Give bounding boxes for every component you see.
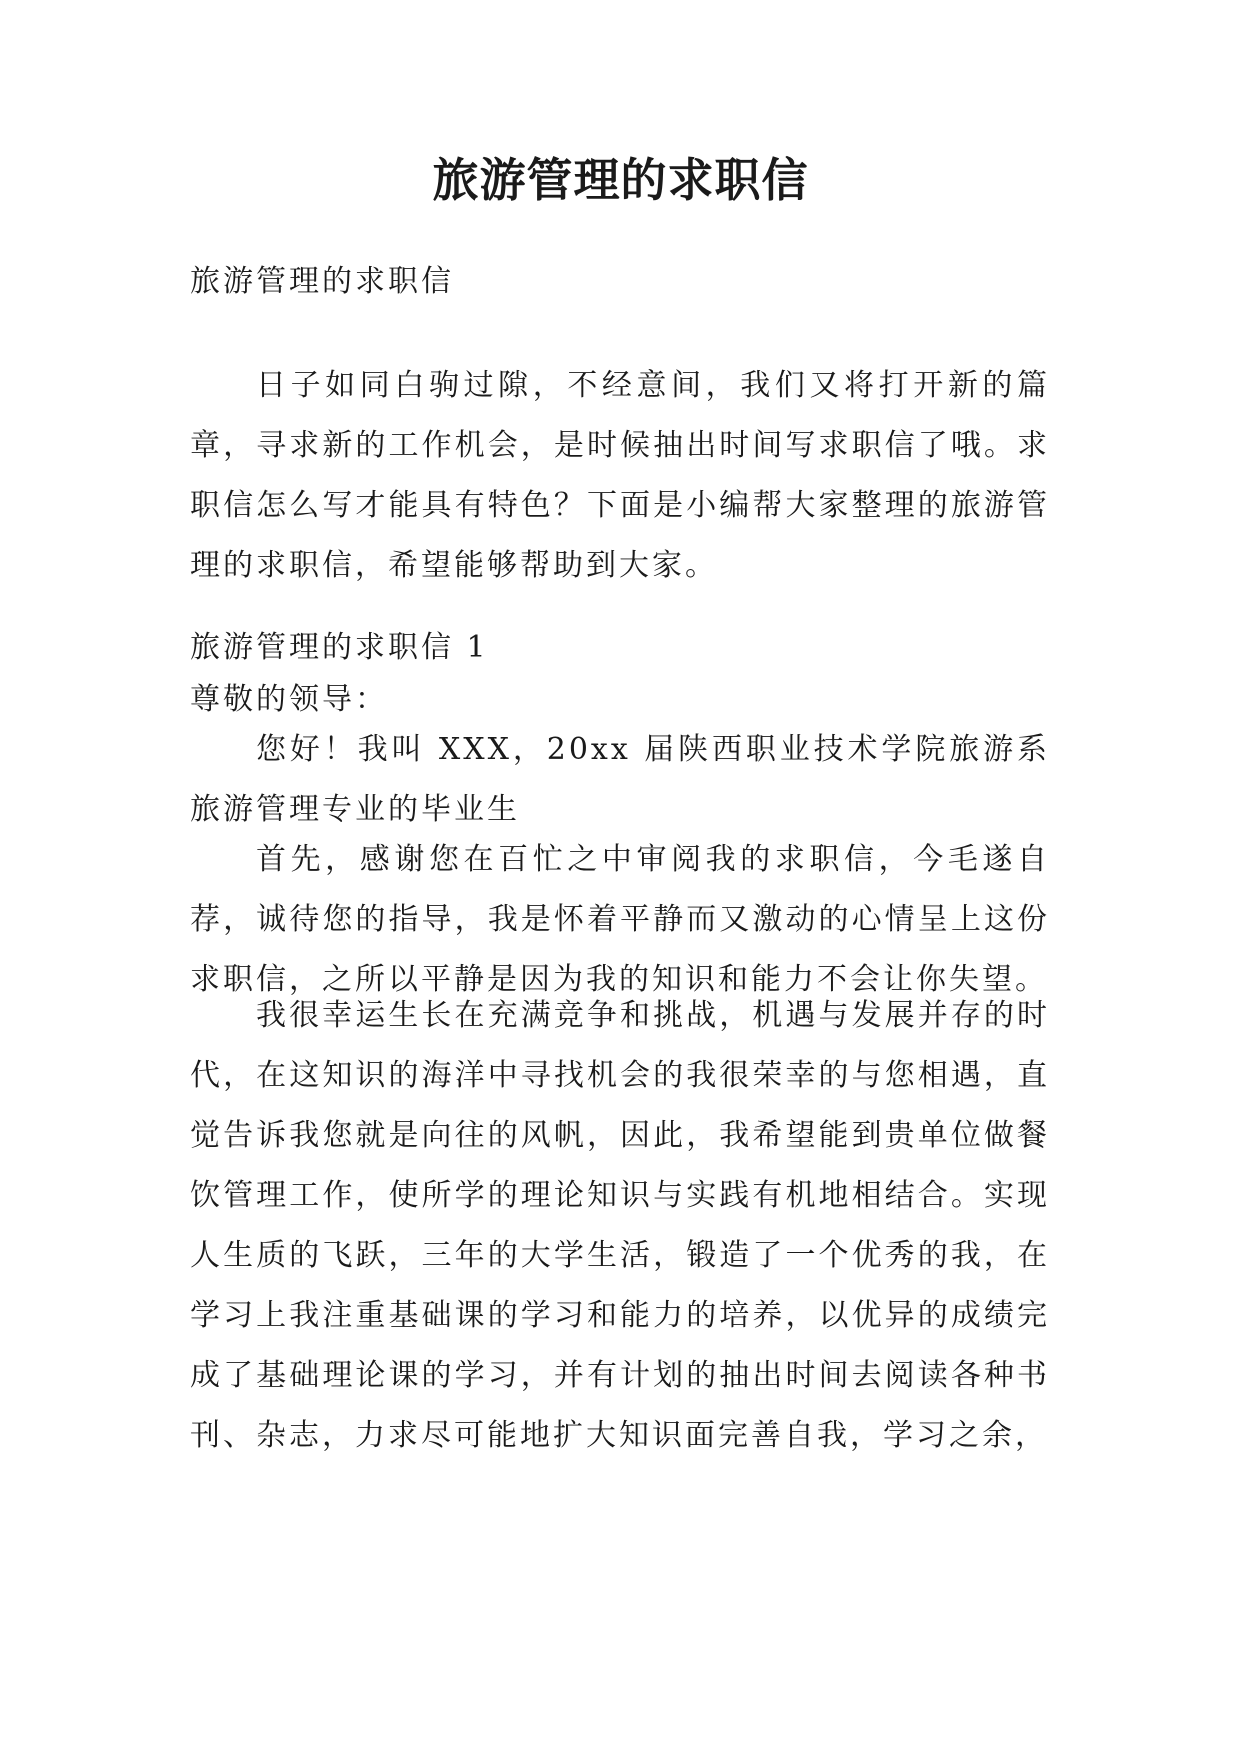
body-paragraph-1: 您好！我叫 XXX，20xx 届陕西职业技术学院旅游系旅游管理专业的毕业生 bbox=[190, 732, 1050, 827]
body-paragraph-3: 我很幸运生长在充满竞争和挑战，机遇与发展并存的时代，在这知识的海洋中寻找机会的我很荣幸的与您相遇，直觉告诉我您就是向往的风帆，因此，我希望能到贵单位做餐饮管理工作，使所学的理论知识与实践有机地相结合。实现人生质的飞跃，三年的大学生活，锻造了一个优秀的我，在学习上我注重基础课的学习和能力的培养，以优异的成绩完成了基础理论课的学习，并有计划的抽出时间去阅读各种书刊、杂志，力求尽可能地扩大知识面完善自我，学习之余， bbox=[190, 998, 1050, 1453]
document-title: 旅游管理的求职信 bbox=[432, 153, 809, 207]
document-subtitle: 旅游管理的求职信 bbox=[190, 264, 454, 299]
intro-paragraph: 日子如同白驹过隙，不经意间，我们又将打开新的篇章，寻求新的工作机会，是时候抽出时间写求职信了哦。求职信怎么写才能具有特色？下面是小编帮大家整理的旅游管理的求职信，希望能够帮助到大家。 bbox=[190, 368, 1050, 583]
body-paragraph-2: 首先，感谢您在百忙之中审阅我的求职信，今毛遂自荐，诚待您的指导，我是怀着平静而又激动的心情呈上这份求职信，之所以平静是因为我的知识和能力不会让你失望。 bbox=[190, 842, 1050, 997]
salutation: 尊敬的领导： bbox=[190, 682, 388, 717]
section-heading: 旅游管理的求职信 1 bbox=[190, 630, 489, 665]
